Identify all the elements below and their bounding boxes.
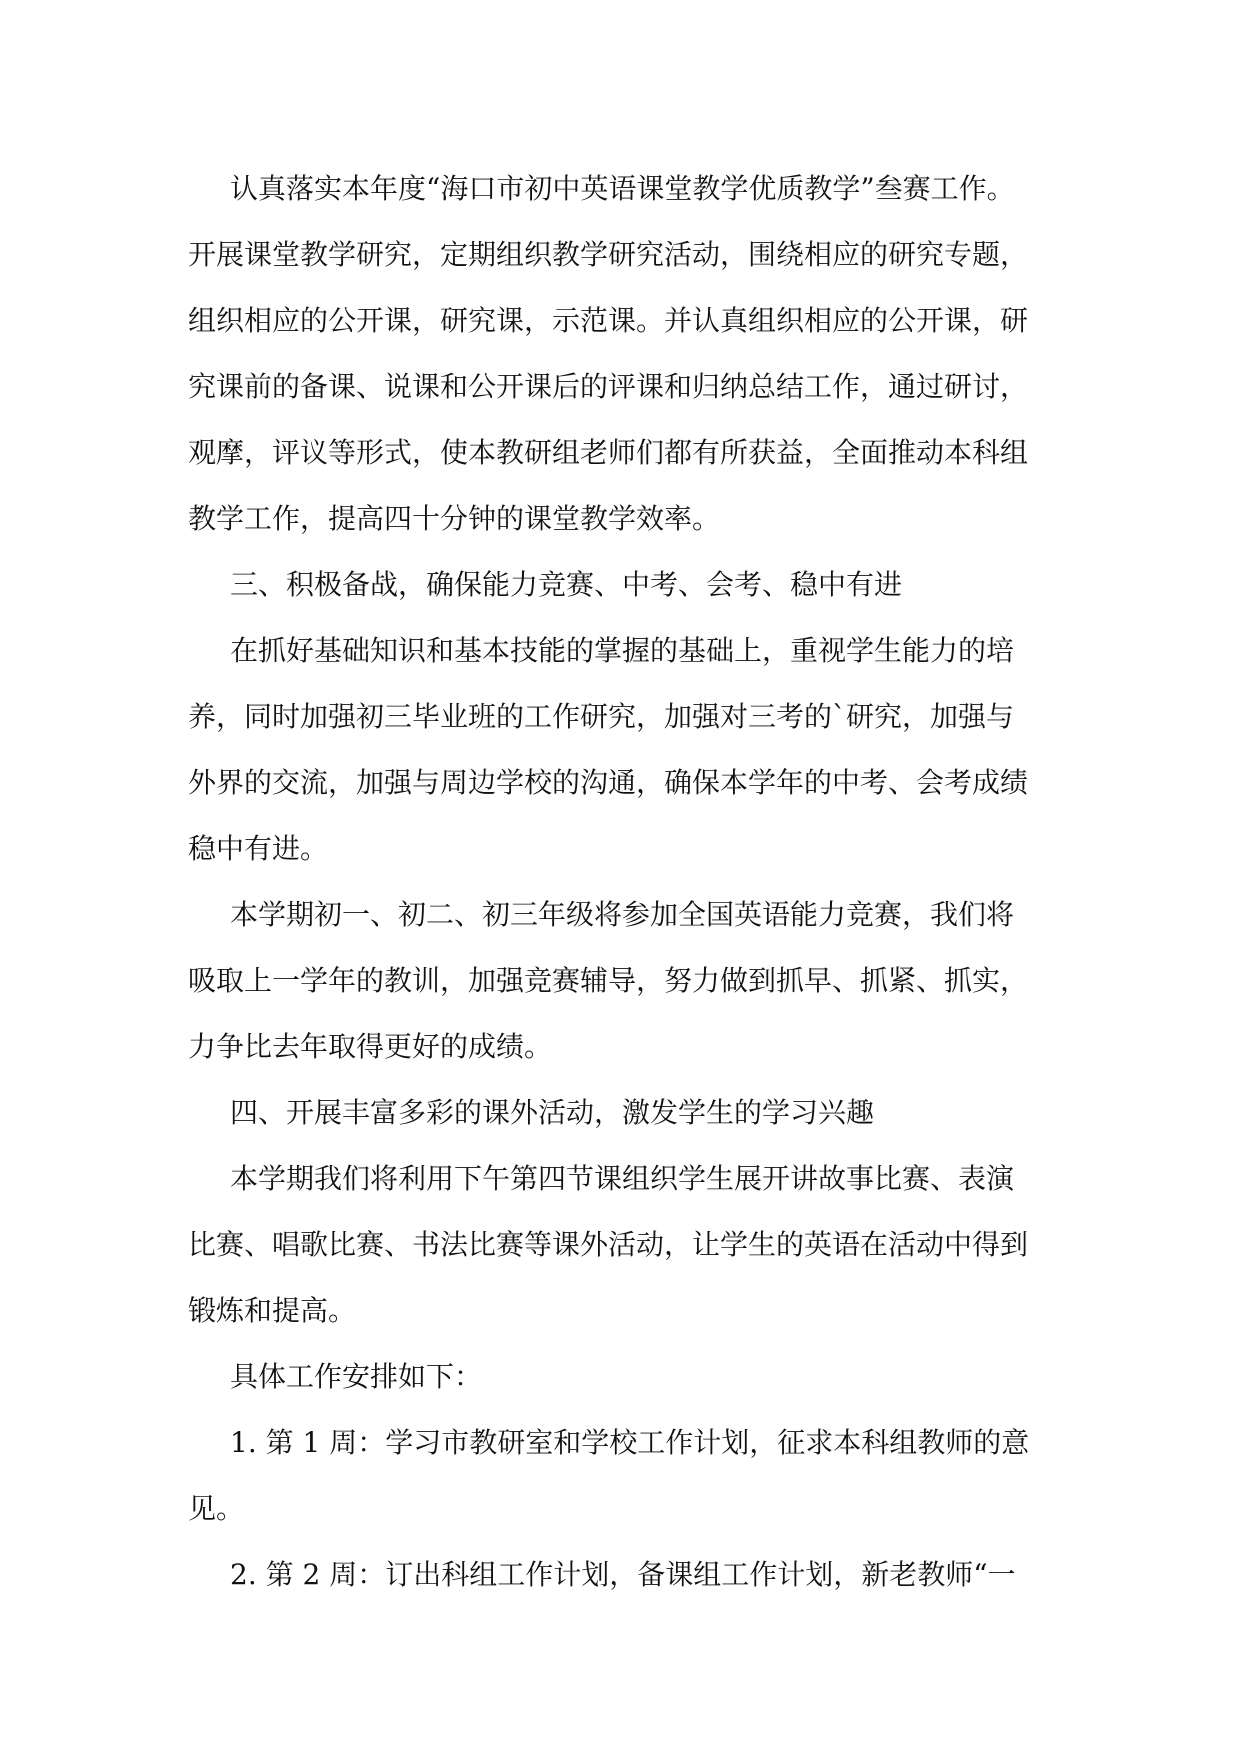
- text-line: 养，同时加强初三毕业班的工作研究，加强对三考的`研究，加强与: [188, 700, 1015, 733]
- list-item: 2. 第 2 周：订出科组工作计划，备课组工作计划，新老教师“一: [230, 1558, 1016, 1591]
- list-item: 1. 第 1 周：学习市教研室和学校工作计划，征求本科组教师的意: [230, 1426, 1030, 1459]
- text-line: 在抓好基础知识和基本技能的掌握的基础上，重视学生能力的培: [230, 634, 1015, 667]
- text-line: 组织相应的公开课，研究课，示范课。并认真组织相应的公开课，研: [188, 304, 1029, 337]
- section-heading: 三、积极备战，确保能力竞赛、中考、会考、稳中有进: [230, 568, 903, 601]
- text-line: 外界的交流，加强与周边学校的沟通，确保本学年的中考、会考成绩: [188, 766, 1029, 799]
- text-line: 开展课堂教学研究，定期组织教学研究活动，围绕相应的研究专题，: [188, 238, 1029, 271]
- section-heading: 四、开展丰富多彩的课外活动，激发学生的学习兴趣: [230, 1096, 875, 1129]
- text-line: 本学期初一、初二、初三年级将参加全国英语能力竞赛，我们将: [230, 898, 1015, 931]
- text-line: 见。: [188, 1492, 245, 1525]
- text-line: 锻炼和提高。: [188, 1294, 357, 1327]
- text-line: 教学工作，提高四十分钟的课堂教学效率。: [188, 502, 721, 535]
- text-line: 究课前的备课、说课和公开课后的评课和归纳总结工作，通过研讨，: [188, 370, 1029, 403]
- text-line: 本学期我们将利用下午第四节课组织学生展开讲故事比赛、表演: [230, 1162, 1015, 1195]
- document-body: [188, 156, 1068, 1608]
- text-line: 具体工作安排如下：: [230, 1360, 483, 1393]
- text-line: 认真落实本年度“海口市初中英语课堂教学优质教学”叁赛工作。: [230, 172, 1015, 205]
- text-line: 比赛、唱歌比赛、书法比赛等课外活动，让学生的英语在活动中得到: [188, 1228, 1029, 1261]
- text-line: 力争比去年取得更好的成绩。: [188, 1030, 553, 1063]
- text-line: 稳中有进。: [188, 832, 329, 865]
- text-line: 观摩，评议等形式，使本教研组老师们都有所获益，全面推动本科组: [188, 436, 1029, 469]
- text-line: 吸取上一学年的教训，加强竞赛辅导，努力做到抓早、抓紧、抓实，: [188, 964, 1029, 997]
